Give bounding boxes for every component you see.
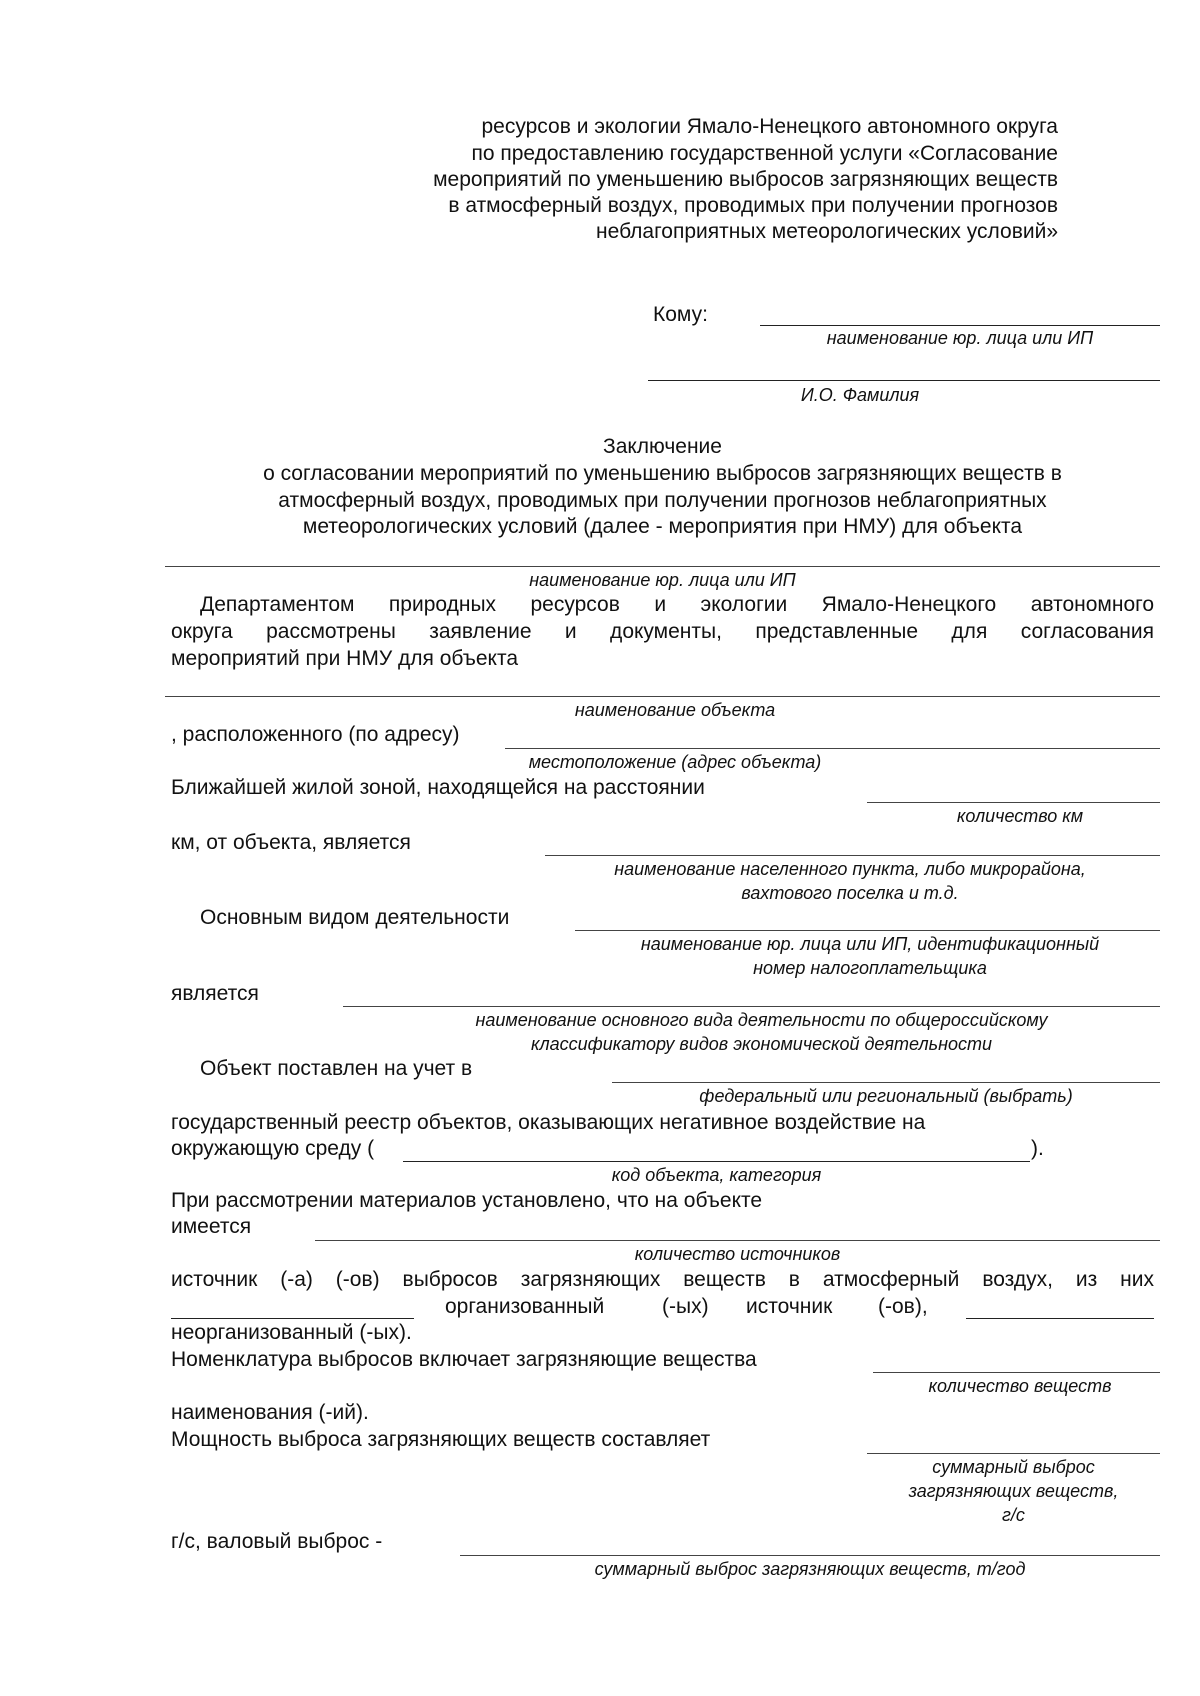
unorganized-count-field[interactable] — [966, 1318, 1154, 1319]
gross-text: г/с, валовый выброс - — [171, 1530, 383, 1553]
registry-line-1: государственный реестр объектов, оказывающих негативное воздействие на — [171, 1111, 926, 1134]
registry-line-2-end: ). — [1031, 1137, 1044, 1160]
title-line: метеорологических условий (далее - мероприятия при НМУ) для объекта — [302, 515, 1023, 538]
object-code-hint: код объекта, категория — [611, 1165, 822, 1185]
registry-type-hint: федеральный или региональный (выбрать) — [699, 1086, 1073, 1106]
taxpayer-hint: номер налогоплательщика — [753, 958, 987, 978]
located-text: , расположенного (по адресу) — [171, 723, 460, 746]
sources-count-field[interactable] — [315, 1240, 1160, 1241]
organized-word: организованный — [445, 1295, 605, 1318]
registry-line-2-start: окружающую среду ( — [171, 1137, 375, 1160]
dept-line-1 — [200, 592, 1154, 618]
header-line: неблагоприятных метеорологических условий» — [596, 220, 1058, 243]
recipient-org-hint: наименование юр. лица или ИП — [826, 328, 1094, 348]
power-text: Мощность выброса загрязняющих веществ составляет — [171, 1428, 711, 1451]
review-line-2: имеется — [171, 1215, 252, 1238]
is-text: является — [171, 982, 259, 1005]
okved-field[interactable] — [343, 1006, 1160, 1007]
nearest-zone-text: Ближайшей жилой зоной, находящейся на расстоянии — [171, 776, 705, 799]
total-gs-hint: загрязняющих веществ, — [908, 1481, 1119, 1501]
organized-word: (-ов), — [878, 1295, 928, 1318]
recipient-name-hint: И.О. Фамилия — [800, 385, 920, 405]
main-activity-text: Основным видом деятельности — [200, 906, 510, 929]
taxpayer-field[interactable] — [575, 930, 1160, 931]
header-line: по предоставлению государственной услуги «Согласование — [471, 142, 1058, 165]
total-ty-field[interactable] — [460, 1555, 1160, 1556]
substances-count-field[interactable] — [873, 1372, 1160, 1373]
address-hint: местоположение (адрес объекта) — [528, 752, 822, 772]
header-line: в атмосферный воздух, проводимых при получении прогнозов — [448, 194, 1058, 217]
header-line: ресурсов и экологии Ямало-Ненецкого автономного округа — [481, 115, 1058, 138]
total-gs-field[interactable] — [867, 1453, 1160, 1454]
sources-text-1: источник (-а) (-ов) выбросов загрязняющих веществ в атмосферный воздух, из них — [171, 1268, 1154, 1291]
total-gs-hint: г/с — [1002, 1505, 1025, 1525]
object-name-field[interactable] — [165, 696, 1160, 697]
registered-text: Объект поставлен на учет в — [200, 1057, 473, 1080]
settlement-field[interactable] — [545, 855, 1160, 856]
nomenclature-text: Номенклатура выбросов включает загрязняющие вещества — [171, 1348, 757, 1371]
recipient-label: Кому: — [653, 303, 708, 326]
organized-word: источник — [746, 1295, 833, 1318]
dept-text-1: Департаментом природных ресурсов и экологии Ямало-Ненецкого автономного — [200, 593, 1154, 616]
distance-field[interactable] — [867, 802, 1160, 803]
object-name-hint: наименование объекта — [574, 700, 776, 720]
unorganized-text: неорганизованный (-ых). — [171, 1321, 412, 1344]
document-title: Заключение — [603, 435, 722, 458]
okved-hint: наименование основного вида деятельности по общероссийскому — [475, 1010, 1048, 1030]
applicant-field[interactable] — [165, 566, 1160, 567]
review-line-1: При рассмотрении материалов установлено, что на объекте — [171, 1189, 763, 1212]
substances-count-hint: количество веществ — [928, 1376, 1112, 1396]
dept-text-2: округа рассмотрены заявление и документы, представленные для согласования — [171, 620, 1154, 643]
address-field[interactable] — [505, 748, 1160, 749]
total-gs-hint: суммарный выброс — [932, 1457, 1095, 1477]
title-line: о согласовании мероприятий по уменьшению выбросов загрязняющих веществ в — [263, 462, 1062, 485]
settlement-hint: вахтового поселка и т.д. — [741, 883, 959, 903]
taxpayer-hint: наименование юр. лица или ИП, идентификационный — [640, 934, 1100, 954]
organized-word: (-ых) — [662, 1295, 709, 1318]
settlement-hint: наименование населенного пункта, либо микрорайона, — [614, 859, 1086, 879]
distance-hint: количество км — [956, 806, 1084, 826]
sources-line-1 — [171, 1267, 1154, 1293]
applicant-hint: наименование юр. лица или ИП — [529, 570, 796, 590]
sources-count-hint: количество источников — [634, 1244, 841, 1264]
title-line: атмосферный воздух, проводимых при получении прогнозов неблагоприятных — [278, 489, 1047, 512]
okved-hint: классификатору видов экономической деятельности — [530, 1034, 992, 1054]
dept-line-2 — [171, 619, 1154, 645]
registry-type-field[interactable] — [612, 1082, 1160, 1083]
names-text: наименования (-ий). — [171, 1401, 369, 1424]
organized-count-field[interactable] — [171, 1318, 414, 1319]
object-code-field[interactable] — [403, 1161, 1030, 1162]
header-line: мероприятий по уменьшению выбросов загрязняющих веществ — [433, 168, 1058, 191]
km-from-text: км, от объекта, является — [171, 831, 411, 854]
dept-line-3: мероприятий при НМУ для объекта — [171, 647, 519, 670]
recipient-name-field[interactable] — [648, 380, 1160, 381]
total-ty-hint: суммарный выброс загрязняющих веществ, т/год — [594, 1559, 1026, 1579]
